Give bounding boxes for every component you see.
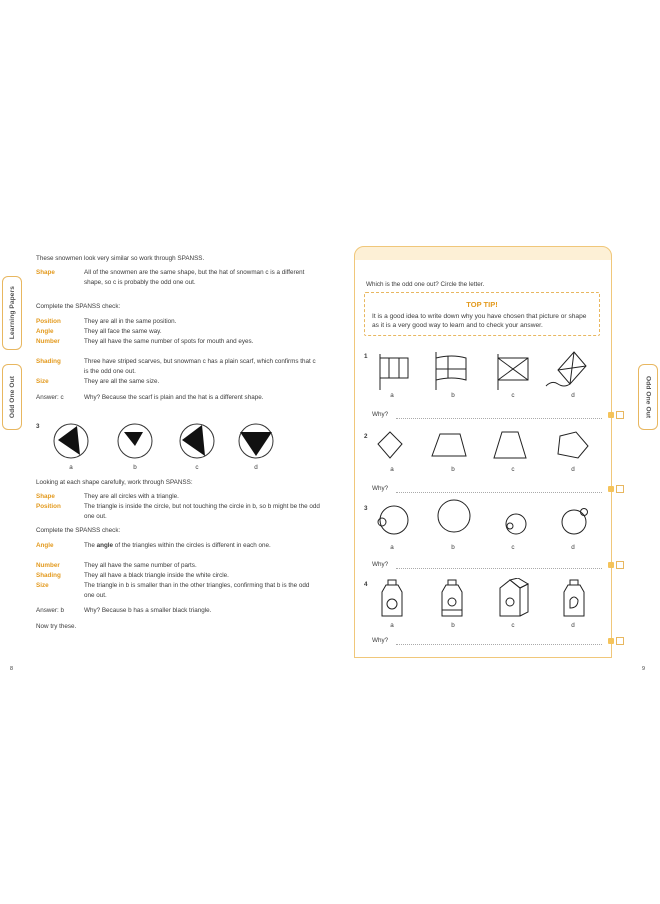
option-letter[interactable]: d — [571, 392, 575, 399]
question-number: 3 — [364, 505, 368, 512]
shape-label: Shape — [36, 269, 55, 276]
check-row — [36, 571, 320, 581]
check-label: Position — [36, 503, 61, 510]
check-text: They all have the same number of parts. — [84, 562, 197, 569]
top-tip-text: It is a good idea to write down why you have chosen that picture or shape as it is a very good way to learn and to check your answer. — [372, 313, 587, 330]
question-number: 1 — [364, 353, 368, 360]
check-label: Shape — [36, 493, 55, 500]
angle-text-pre: The — [84, 542, 97, 549]
flag-icon — [436, 352, 466, 390]
option-letter: c — [195, 464, 199, 471]
answer-text: Why? Because the scarf is plain and the hat is a different shape. — [84, 394, 264, 401]
carton-icon — [500, 578, 528, 616]
option-letter[interactable]: b — [451, 466, 455, 473]
check-row — [36, 502, 320, 521]
option-letter[interactable]: d — [571, 544, 575, 551]
question-number: 2 — [364, 433, 368, 440]
q2-shapes — [374, 428, 594, 464]
angle-text-post: of the triangles within the circles is different in each one. — [113, 542, 271, 549]
check-text: Three have striped scarves, but snowman c has a plain scarf, which confirms that c is the odd one out. — [84, 358, 316, 375]
score-box[interactable] — [616, 637, 624, 645]
check-row — [36, 337, 320, 347]
shape-c — [494, 432, 526, 458]
angle-text-bold: angle — [96, 542, 114, 549]
tab-odd-one-out-left[interactable] — [2, 364, 22, 430]
option-letter: a — [69, 464, 73, 471]
bottle-icon — [382, 580, 402, 616]
option-letter[interactable]: c — [511, 466, 515, 473]
option-letter[interactable]: a — [390, 466, 394, 473]
check-row — [36, 317, 320, 327]
tab-label: Odd One Out — [8, 375, 16, 419]
check-label: Size — [36, 378, 49, 385]
score-box[interactable] — [616, 411, 624, 419]
now-try-text: Now try these. — [36, 623, 77, 630]
why-answer-line[interactable] — [396, 568, 602, 569]
check-row — [36, 357, 320, 376]
score-box[interactable] — [616, 485, 624, 493]
check-text: They all have a black triangle inside the white circle. — [84, 572, 229, 579]
tab-label: Learning Papers — [8, 286, 16, 340]
shape-d — [562, 509, 588, 535]
complete-check-2: Complete the SPANSS check: — [36, 527, 121, 534]
check-row — [36, 581, 320, 600]
top-tip-title: TOP TIP! — [466, 300, 498, 309]
bottle-icon — [442, 580, 462, 616]
intro-text: These snowmen look very similar so work through SPANSS. — [36, 255, 205, 262]
answer-label: Answer: c — [36, 394, 64, 401]
check-text: They are all in the same position. — [84, 318, 177, 325]
score-badge — [608, 562, 614, 568]
check-label: Angle — [36, 328, 54, 335]
check-text: They all face the same way. — [84, 328, 162, 335]
score-box[interactable] — [616, 561, 624, 569]
complete-check-1: Complete the SPANSS check: — [36, 303, 121, 310]
why-answer-line[interactable] — [396, 418, 602, 419]
answer-row — [36, 606, 320, 616]
shape-c — [506, 514, 526, 534]
figure-d — [239, 424, 273, 458]
page-number-left: 8 — [10, 666, 13, 672]
option-letter[interactable]: d — [571, 622, 575, 629]
check-label: Angle — [36, 542, 54, 549]
shape-row — [36, 268, 320, 287]
answer-text: Why? Because b has a smaller black triangle. — [84, 607, 212, 614]
option-letter: d — [254, 464, 258, 471]
check-row — [36, 377, 320, 387]
check-text: The triangle in b is smaller than in the other triangles, confirming that b is the odd one out. — [84, 582, 310, 599]
check-label: Position — [36, 318, 61, 325]
shape-b — [438, 500, 470, 532]
q1-figures — [374, 350, 594, 392]
why-label: Why? — [372, 561, 389, 568]
shape-text: All of the snowmen are the same shape, but the hat of snowman c is a different shape, so c is probably the odd one out. — [84, 269, 305, 286]
check-label: Shading — [36, 358, 61, 365]
check-text: They are all circles with a triangle. — [84, 493, 179, 500]
figure-a — [54, 424, 88, 458]
flag-icon — [380, 354, 408, 390]
looking-text: Looking at each shape carefully, work through SPANSS: — [36, 479, 193, 486]
question-number: 3 — [36, 423, 40, 430]
option-letter[interactable]: a — [390, 622, 394, 629]
score-badge — [608, 638, 614, 644]
flag-icon — [498, 354, 528, 390]
shape-d — [558, 432, 588, 458]
check-row — [36, 561, 320, 571]
why-answer-line[interactable] — [396, 492, 602, 493]
option-letter[interactable]: c — [511, 392, 515, 399]
shape-a — [378, 506, 408, 534]
check-text — [84, 541, 284, 551]
check-row — [36, 327, 320, 337]
option-letter[interactable]: c — [511, 622, 515, 629]
answer-label: Answer: b — [36, 607, 64, 614]
option-letter[interactable]: b — [451, 544, 455, 551]
check-label: Number — [36, 562, 60, 569]
tab-learning-papers[interactable] — [2, 276, 22, 350]
option-letter[interactable]: b — [451, 392, 455, 399]
figure-b — [118, 424, 152, 458]
check-text: They are all the same size. — [84, 378, 160, 385]
check-text: The triangle is inside the circle, but not touching the circle in b, so b might be the odd one out. — [84, 503, 320, 520]
shape-b — [432, 434, 466, 456]
why-answer-line[interactable] — [396, 644, 602, 645]
q3-circles — [374, 498, 594, 540]
check-text: They all have the same number of spots for mouth and eyes. — [84, 338, 254, 345]
figure-c — [180, 424, 214, 458]
check-label: Shading — [36, 572, 61, 579]
answer-row — [36, 393, 320, 403]
option-letter: b — [133, 464, 137, 471]
score-badge — [608, 486, 614, 492]
why-label: Why? — [372, 637, 389, 644]
option-letter[interactable]: c — [511, 544, 515, 551]
tab-odd-one-out-right[interactable] — [638, 364, 658, 430]
check-label: Number — [36, 338, 60, 345]
question-number: 4 — [364, 581, 368, 588]
kite-icon — [546, 352, 586, 386]
check-label: Size — [36, 582, 49, 589]
option-letter[interactable]: a — [390, 544, 394, 551]
option-letter[interactable]: b — [451, 622, 455, 629]
page-number-right: 9 — [642, 666, 645, 672]
circle-triangle-figures — [40, 420, 300, 464]
why-label: Why? — [372, 411, 389, 418]
why-label: Why? — [372, 485, 389, 492]
bottle-icon — [564, 580, 584, 616]
q4-containers — [374, 578, 594, 620]
tab-label: Odd One Out — [644, 375, 652, 419]
option-letter[interactable]: d — [571, 466, 575, 473]
score-badge — [608, 412, 614, 418]
check-row — [36, 541, 320, 551]
option-letter[interactable]: a — [390, 392, 394, 399]
panel-question: Which is the odd one out? Circle the letter. — [366, 281, 485, 288]
check-row — [36, 492, 320, 502]
shape-a — [378, 432, 402, 458]
